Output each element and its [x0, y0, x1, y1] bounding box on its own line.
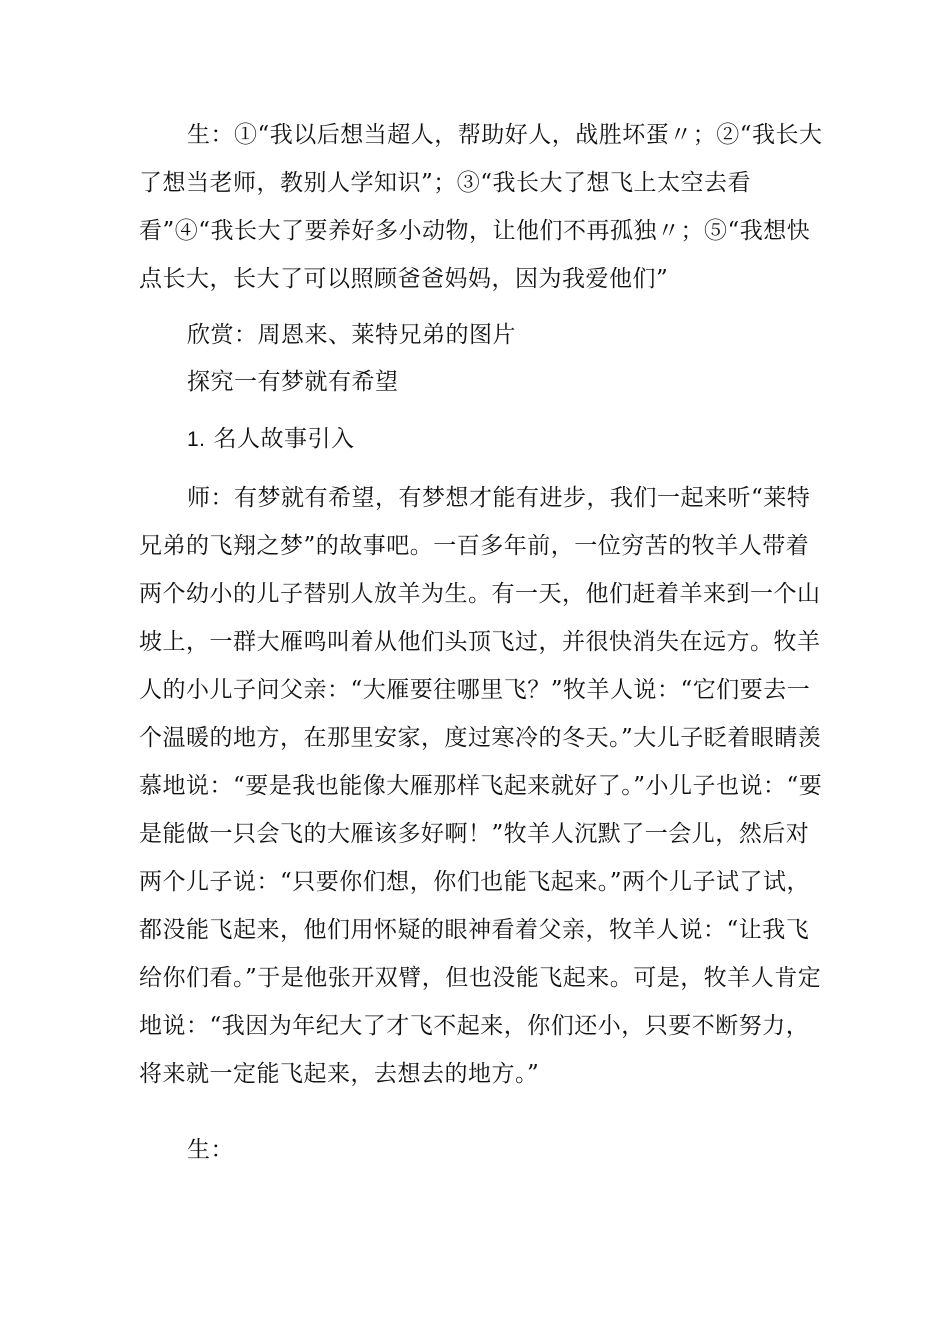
- item-text: 名人故事引入: [213, 426, 355, 452]
- appreciation-paragraph: 欣赏：周恩来、莱特兄弟的图片: [187, 322, 516, 348]
- section-heading: 探究一有梦就有希望: [187, 369, 399, 395]
- teacher-story-paragraph: 师：有梦就有希望，有梦想才能有进步，我们一起来听“莱特兄弟的飞翔之梦”的故事吧。一百多年前，一位穷苦的牧羊人带着两个幼小的儿子替别人放羊为生。有一天，他们赶着羊来到一个山坡上，一群大雁鸣叫着从他们头顶飞过，并很快消失在远方。牧羊人的小儿子问父亲：“大雁要往哪里飞？”牧羊人说：“它们要去一个温暖的地方，在那里安家，度过寒冷的冬天。”大儿子眨着眼睛羡慕地说：“要是我也能像大雁那样飞起来就好了。”小儿子也说：“要是能做一只会飞的大雁该多好啊！”牧羊人沉默了一会儿，然后对两个儿子说：“只要你们想，你们也能飞起来。”两个儿子试了试，都没能飞起来，他们用怀疑的眼神看着父亲，牧羊人说：“让我飞给你们看。”于是他张开双臂，但也没能飞起来。可是，牧羊人肯定地说：“我因为年纪大了才飞不起来，你们还小，只要不断努力，将来就一定能飞起来，去想去的地方。”: [139, 485, 823, 1087]
- item-number: 1.: [187, 428, 206, 451]
- student-answers-paragraph: 生：①“我以后想当超人，帮助好人，战胜坏蛋〃；②“我长大了想当老师，教别人学知识”；③“我长大了想飞上太空去看看”④“我长大了要养好多小动物，让他们不再孤独〃；⑤“我想快点长大，长大了可以照顾爸爸妈妈，因为我爱他们”: [139, 122, 823, 292]
- student-prompt-paragraph: 生：: [187, 1137, 234, 1163]
- numbered-item: [187, 415, 877, 464]
